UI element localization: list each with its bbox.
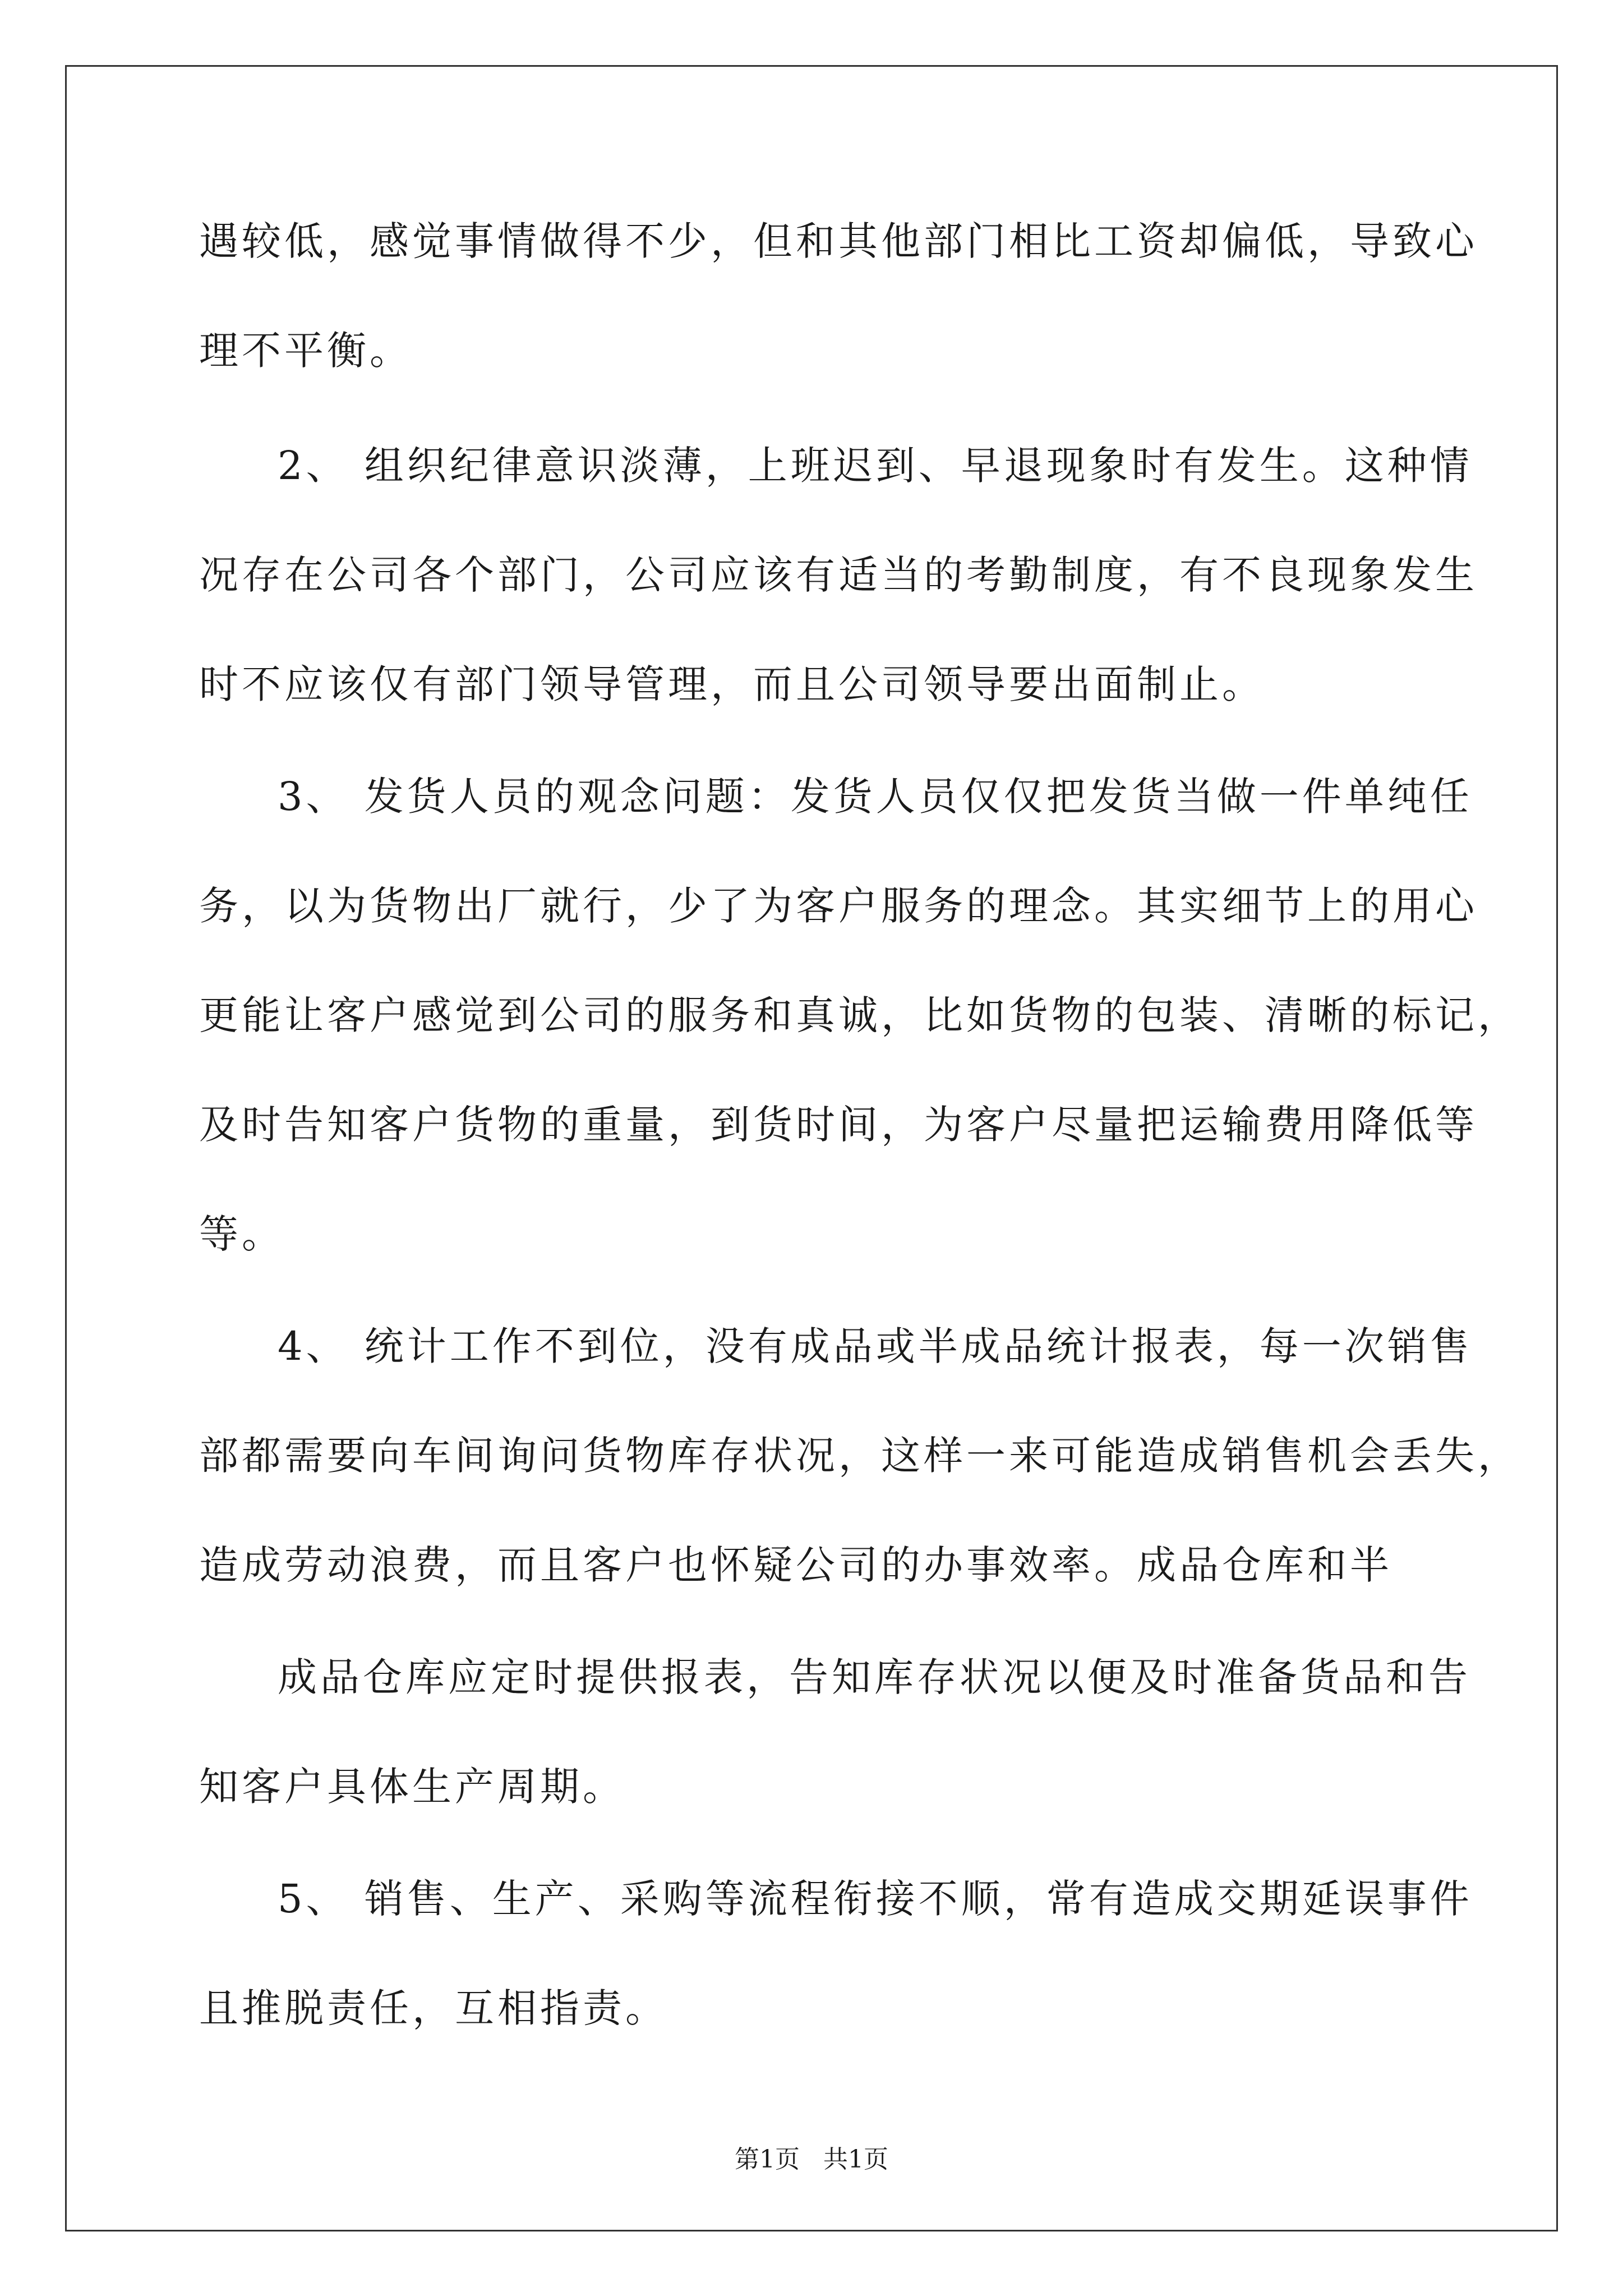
body-text-line: 部都需要向车间询问货物库存状况，这样一来可能造成销售机会丢失， bbox=[199, 1433, 1520, 1479]
paragraph-2-start: 2、 组织纪律意识淡薄，上班迟到、早退现象时有发生。这种情 bbox=[278, 443, 1473, 489]
body-text-line: 务，以为货物出厂就行，少了为客户服务的理念。其实细节上的用心 bbox=[199, 883, 1478, 929]
paragraph-4-start: 4、 统计工作不到位，没有成品或半成品统计报表，每一次销售 bbox=[278, 1323, 1473, 1369]
paragraph-3-start: 3、 发货人员的观念问题：发货人员仅仅把发货当做一件单纯任 bbox=[278, 774, 1473, 820]
body-text-line: 遇较低，感觉事情做得不少，但和其他部门相比工资却偏低，导致心 bbox=[199, 218, 1478, 264]
body-text-line: 知客户具体生产周期。 bbox=[199, 1764, 625, 1810]
page-number-footer: 第1页 共1页 bbox=[735, 2145, 888, 2174]
body-text-line: 理不平衡。 bbox=[199, 328, 412, 374]
body-text-line: 时不应该仅有部门领导管理，而且公司领导要出面制止。 bbox=[199, 661, 1265, 707]
body-text-line: 造成劳动浪费，而且客户也怀疑公司的办事效率。成品仓库和半 bbox=[199, 1542, 1393, 1588]
paragraph-continuation: 成品仓库应定时提供报表，告知库存状况以便及时准备货品和告 bbox=[278, 1654, 1471, 1700]
paragraph-5-start: 5、 销售、生产、采购等流程衔接不顺，常有造成交期延误事件 bbox=[278, 1876, 1473, 1922]
body-text-line: 况存在公司各个部门，公司应该有适当的考勤制度，有不良现象发生 bbox=[199, 552, 1478, 598]
body-text-line: 及时告知客户货物的重量，到货时间，为客户尽量把运输费用降低等 bbox=[199, 1102, 1478, 1148]
body-text-line: 且推脱责任，互相指责。 bbox=[199, 1985, 668, 2031]
body-text-line: 等。 bbox=[199, 1211, 284, 1257]
body-text-line: 更能让客户感觉到公司的服务和真诚，比如货物的包装、清晰的标记， bbox=[199, 992, 1520, 1038]
